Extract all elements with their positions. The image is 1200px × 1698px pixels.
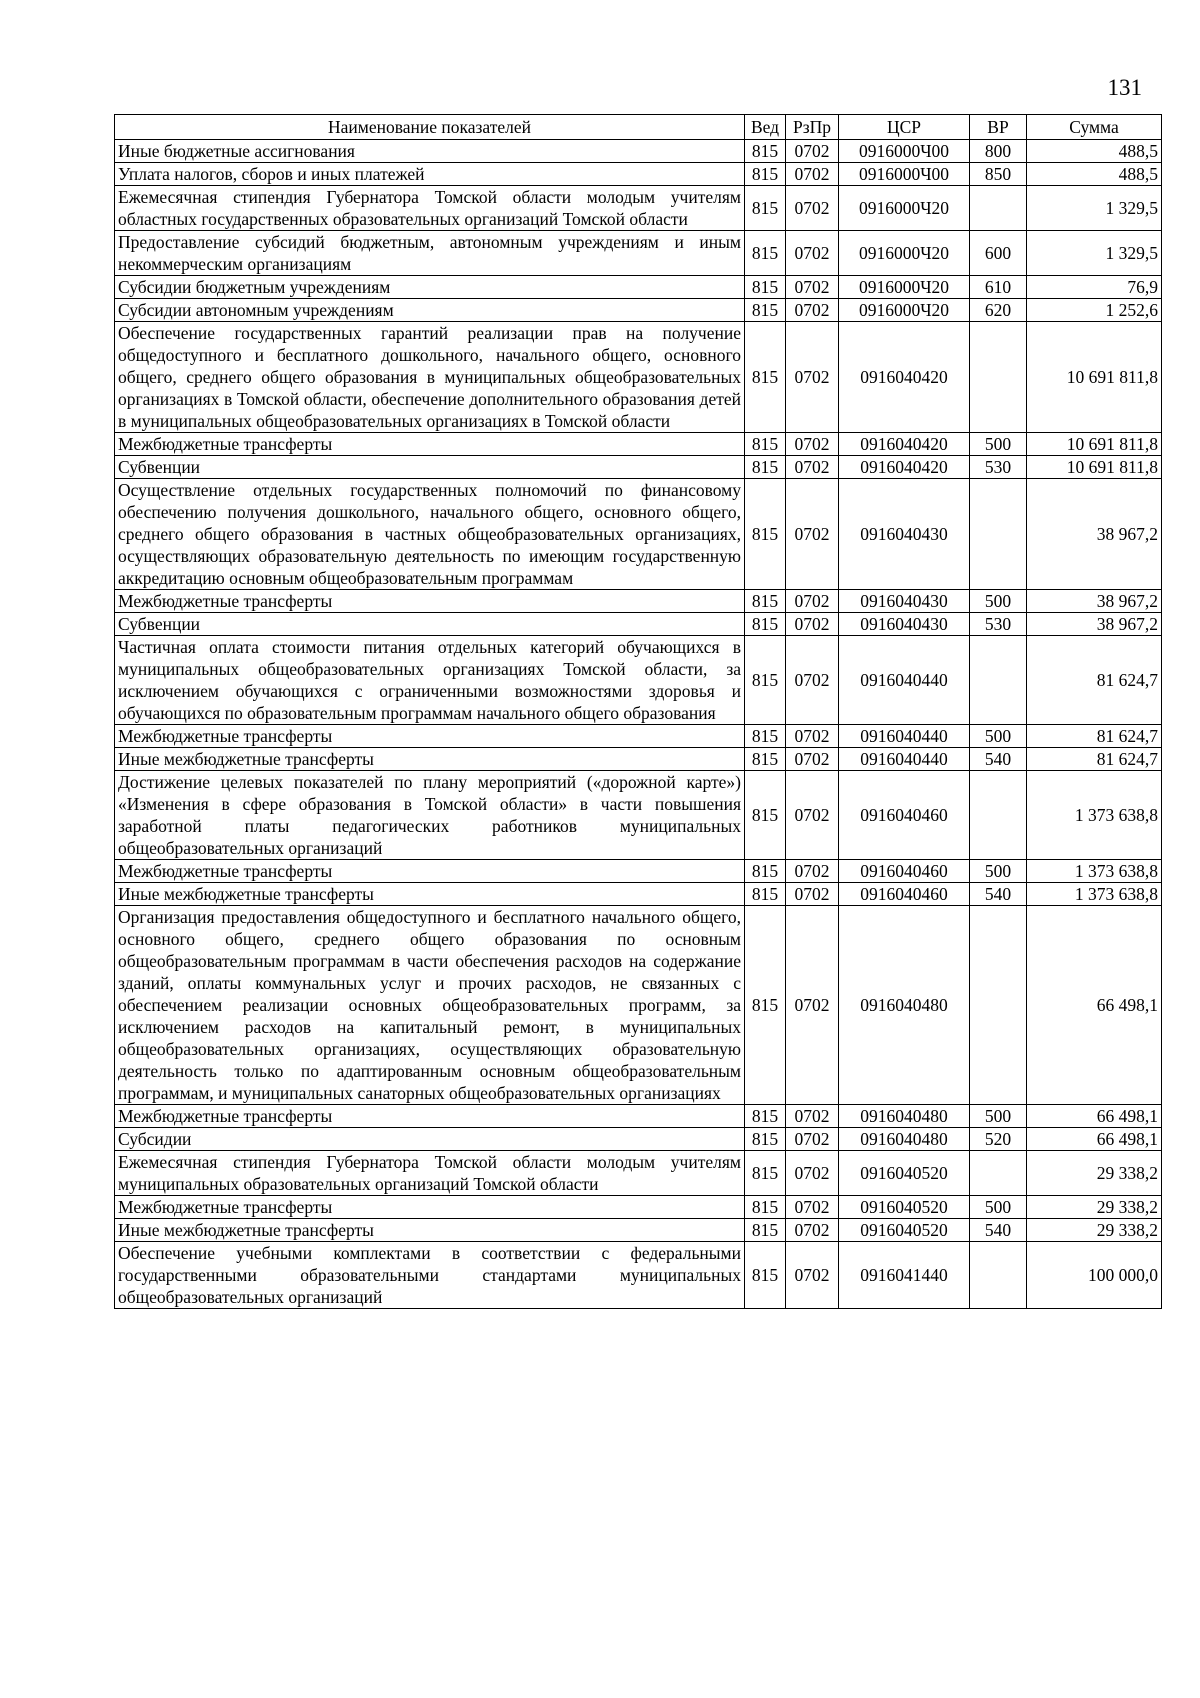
cell-name: Достижение целевых показателей по плану мероприятий («дорожной карте») «Изменения в сфере образования в Томской области» в части повышения заработной платы педагогических работников муниципальных общеобразовательных организаций [115,771,745,860]
cell-sum: 66 498,1 [1027,1128,1162,1151]
cell-name: Субсидии [115,1128,745,1151]
cell-vr: 500 [970,1105,1027,1128]
cell-vr [970,186,1027,231]
cell-name: Ежемесячная стипендия Губернатора Томской области молодым учителям муниципальных образовательных организаций Томской области [115,1151,745,1196]
table-row [115,479,1162,590]
cell-rzpr: 0702 [786,1196,839,1219]
cell-csr: 0916000Ч20 [839,231,970,276]
cell-ved: 815 [745,613,786,636]
cell-sum: 1 373 638,8 [1027,771,1162,860]
cell-name: Ежемесячная стипендия Губернатора Томской области молодым учителям областных государственных образовательных организаций Томской области [115,186,745,231]
cell-name: Иные межбюджетные трансферты [115,883,745,906]
header-ved: Вед [745,115,786,140]
cell-rzpr: 0702 [786,299,839,322]
cell-csr: 0916000Ч20 [839,186,970,231]
cell-name: Осуществление отдельных государственных полномочий по финансовому обеспечению получения дошкольного, начального общего, основного общего, среднего общего образования в частных общеобразовательных организациях, осуществляющих образовательную деятельность по имеющим государственную аккредитацию основным общеобразовательным программам [115,479,745,590]
cell-sum: 29 338,2 [1027,1219,1162,1242]
cell-vr: 620 [970,299,1027,322]
cell-rzpr: 0702 [786,433,839,456]
cell-rzpr: 0702 [786,613,839,636]
cell-sum: 10 691 811,8 [1027,322,1162,433]
cell-csr: 0916040520 [839,1219,970,1242]
cell-vr: 850 [970,163,1027,186]
cell-sum: 81 624,7 [1027,748,1162,771]
cell-rzpr: 0702 [786,322,839,433]
cell-vr: 500 [970,590,1027,613]
table-row [115,590,1162,613]
cell-rzpr: 0702 [786,1219,839,1242]
cell-ved: 815 [745,140,786,163]
cell-vr [970,636,1027,725]
cell-name: Межбюджетные трансферты [115,433,745,456]
cell-vr: 500 [970,1196,1027,1219]
cell-rzpr: 0702 [786,725,839,748]
cell-csr: 0916040480 [839,906,970,1105]
cell-name: Обеспечение государственных гарантий реализации прав на получение общедоступного и бесплатного дошкольного, начального общего, основного общего, среднего общего образования в муниципальных общеобразовательных организациях в Томской области, обеспечение дополнительного образования детей в муниципальных общеобразовательных организациях в Томской области [115,322,745,433]
cell-ved: 815 [745,433,786,456]
cell-ved: 815 [745,456,786,479]
cell-sum: 81 624,7 [1027,725,1162,748]
cell-sum: 29 338,2 [1027,1151,1162,1196]
cell-rzpr: 0702 [786,231,839,276]
cell-rzpr: 0702 [786,883,839,906]
cell-vr: 500 [970,433,1027,456]
cell-name: Иные межбюджетные трансферты [115,748,745,771]
table-row [115,613,1162,636]
cell-sum: 488,5 [1027,163,1162,186]
cell-csr: 0916040480 [839,1128,970,1151]
cell-ved: 815 [745,1151,786,1196]
cell-csr: 0916040460 [839,860,970,883]
cell-rzpr: 0702 [786,1242,839,1309]
cell-csr: 0916040520 [839,1196,970,1219]
cell-ved: 815 [745,479,786,590]
cell-rzpr: 0702 [786,140,839,163]
cell-sum: 38 967,2 [1027,590,1162,613]
cell-csr: 0916000Ч00 [839,140,970,163]
cell-name: Межбюджетные трансферты [115,725,745,748]
cell-rzpr: 0702 [786,479,839,590]
cell-sum: 38 967,2 [1027,613,1162,636]
table-row [115,1105,1162,1128]
cell-ved: 815 [745,636,786,725]
cell-name: Иные межбюджетные трансферты [115,1219,745,1242]
cell-name: Субвенции [115,456,745,479]
table-row [115,1151,1162,1196]
cell-ved: 815 [745,725,786,748]
table-row [115,299,1162,322]
cell-vr: 500 [970,860,1027,883]
cell-ved: 815 [745,1219,786,1242]
cell-vr: 800 [970,140,1027,163]
cell-csr: 0916041440 [839,1242,970,1309]
table-row [115,433,1162,456]
cell-rzpr: 0702 [786,163,839,186]
cell-vr [970,906,1027,1105]
table-row [115,1128,1162,1151]
cell-sum: 100 000,0 [1027,1242,1162,1309]
cell-ved: 815 [745,771,786,860]
table-row [115,860,1162,883]
cell-ved: 815 [745,322,786,433]
cell-sum: 488,5 [1027,140,1162,163]
header-name: Наименование показателей [115,115,745,140]
table-header-row [115,115,1162,140]
cell-csr: 0916000Ч20 [839,299,970,322]
cell-csr: 0916040440 [839,725,970,748]
cell-name: Субвенции [115,613,745,636]
cell-name: Межбюджетные трансферты [115,590,745,613]
cell-vr: 530 [970,456,1027,479]
cell-vr: 500 [970,725,1027,748]
cell-rzpr: 0702 [786,456,839,479]
cell-rzpr: 0702 [786,906,839,1105]
cell-sum: 66 498,1 [1027,1105,1162,1128]
cell-rzpr: 0702 [786,276,839,299]
cell-csr: 0916040460 [839,771,970,860]
cell-vr: 520 [970,1128,1027,1151]
cell-rzpr: 0702 [786,1105,839,1128]
cell-vr: 540 [970,748,1027,771]
cell-vr [970,1151,1027,1196]
cell-vr [970,479,1027,590]
cell-sum: 29 338,2 [1027,1196,1162,1219]
cell-ved: 815 [745,590,786,613]
table-row [115,636,1162,725]
cell-ved: 815 [745,860,786,883]
table-row [115,186,1162,231]
cell-ved: 815 [745,1128,786,1151]
cell-ved: 815 [745,231,786,276]
table-row [115,1196,1162,1219]
cell-sum: 66 498,1 [1027,906,1162,1105]
table-row [115,1219,1162,1242]
table-row [115,906,1162,1105]
table-row [115,725,1162,748]
cell-sum: 10 691 811,8 [1027,456,1162,479]
cell-csr: 0916040430 [839,590,970,613]
cell-sum: 1 252,6 [1027,299,1162,322]
cell-vr: 610 [970,276,1027,299]
cell-rzpr: 0702 [786,636,839,725]
cell-rzpr: 0702 [786,1151,839,1196]
cell-sum: 10 691 811,8 [1027,433,1162,456]
cell-csr: 0916040420 [839,433,970,456]
cell-ved: 815 [745,1105,786,1128]
cell-sum: 38 967,2 [1027,479,1162,590]
cell-sum: 81 624,7 [1027,636,1162,725]
cell-csr: 0916040430 [839,613,970,636]
cell-csr: 0916040430 [839,479,970,590]
cell-name: Частичная оплата стоимости питания отдельных категорий обучающихся в муниципальных общеобразовательных организациях Томской области, за исключением обучающихся с ограниченными возможностями здоровья и обучающихся по образовательным программам начального общего образования [115,636,745,725]
table-row [115,322,1162,433]
cell-vr [970,322,1027,433]
cell-name: Межбюджетные трансферты [115,1196,745,1219]
cell-name: Межбюджетные трансферты [115,1105,745,1128]
cell-rzpr: 0702 [786,748,839,771]
table-row [115,140,1162,163]
cell-csr: 0916040460 [839,883,970,906]
cell-sum: 1 329,5 [1027,231,1162,276]
cell-name: Предоставление субсидий бюджетным, автономным учреждениям и иным некоммерческим организациям [115,231,745,276]
cell-name: Уплата налогов, сборов и иных платежей [115,163,745,186]
cell-name: Субсидии автономным учреждениям [115,299,745,322]
cell-csr: 0916040420 [839,456,970,479]
cell-csr: 0916040480 [839,1105,970,1128]
cell-vr [970,1242,1027,1309]
cell-ved: 815 [745,748,786,771]
cell-name: Межбюджетные трансферты [115,860,745,883]
cell-rzpr: 0702 [786,1128,839,1151]
header-sum: Сумма [1027,115,1162,140]
cell-csr: 0916000Ч00 [839,163,970,186]
cell-csr: 0916040440 [839,636,970,725]
cell-ved: 815 [745,186,786,231]
page-number: 131 [1107,75,1142,100]
cell-rzpr: 0702 [786,186,839,231]
table-row [115,163,1162,186]
cell-vr: 600 [970,231,1027,276]
cell-csr: 0916040520 [839,1151,970,1196]
cell-vr [970,771,1027,860]
cell-name: Организация предоставления общедоступного и бесплатного начального общего, основного общего, среднего общего образования по основным общеобразовательным программам в части обеспечения расходов на содержание зданий, оплаты коммунальных услуг и прочих расходов, не связанных с обеспечением реализации основных общеобразовательных программ, за исключением расходов на капитальный ремонт, в муниципальных общеобразовательных организациях, осуществляющих образовательную деятельность только по адаптированным основным общеобразовательным программам, и муниципальных санаторных общеобразовательных организациях [115,906,745,1105]
header-rzpr: РзПр [786,115,839,140]
cell-ved: 815 [745,1242,786,1309]
cell-csr: 0916040420 [839,322,970,433]
cell-csr: 0916000Ч20 [839,276,970,299]
table-body [115,140,1162,1309]
cell-ved: 815 [745,276,786,299]
table-row [115,1242,1162,1309]
table-row [115,231,1162,276]
table-row [115,883,1162,906]
cell-ved: 815 [745,1196,786,1219]
cell-sum: 76,9 [1027,276,1162,299]
cell-ved: 815 [745,906,786,1105]
cell-rzpr: 0702 [786,771,839,860]
cell-name: Обеспечение учебными комплектами в соответствии с федеральными государственными образовательными стандартами муниципальных общеобразовательных организаций [115,1242,745,1309]
cell-vr: 530 [970,613,1027,636]
cell-csr: 0916040440 [839,748,970,771]
header-vr: ВР [970,115,1027,140]
table-row [115,456,1162,479]
cell-ved: 815 [745,883,786,906]
cell-name: Субсидии бюджетным учреждениям [115,276,745,299]
cell-sum: 1 373 638,8 [1027,860,1162,883]
cell-ved: 815 [745,299,786,322]
cell-vr: 540 [970,883,1027,906]
cell-sum: 1 373 638,8 [1027,883,1162,906]
cell-rzpr: 0702 [786,860,839,883]
cell-name: Иные бюджетные ассигнования [115,140,745,163]
cell-vr: 540 [970,1219,1027,1242]
table-row [115,276,1162,299]
table-row [115,771,1162,860]
budget-table [114,114,1162,1309]
table-row [115,748,1162,771]
header-csr: ЦСР [839,115,970,140]
cell-rzpr: 0702 [786,590,839,613]
cell-ved: 815 [745,163,786,186]
cell-sum: 1 329,5 [1027,186,1162,231]
